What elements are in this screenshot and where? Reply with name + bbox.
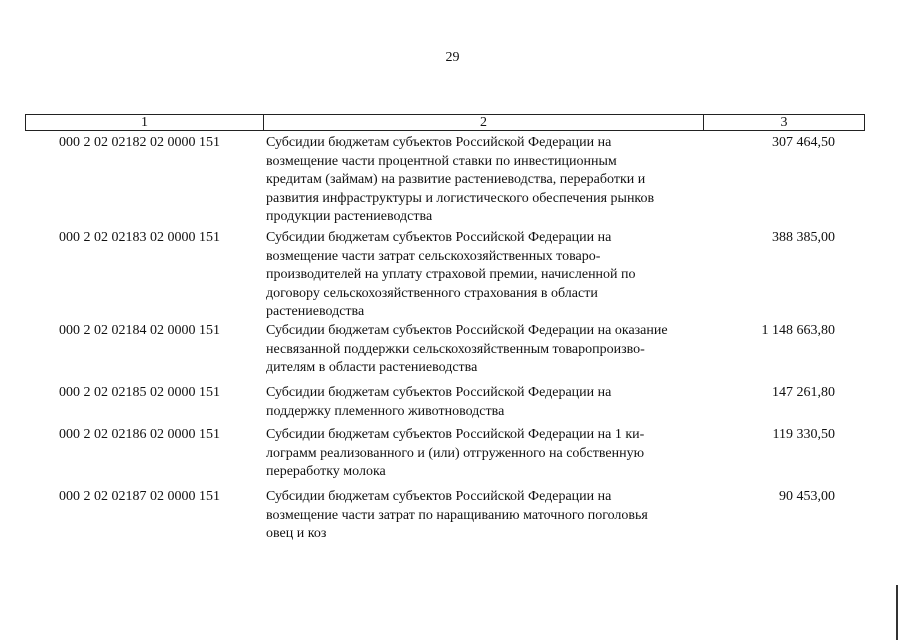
header-cell-amount: 3 — [703, 115, 864, 130]
description-line: развития инфраструктуры и логистического обеспечения рынков — [266, 190, 655, 206]
header-cell-description: 2 — [263, 115, 703, 130]
description-line: Субсидии бюджетам субъектов Российской Федерации на 1 ки- — [266, 427, 645, 442]
description-line: Субсидии бюджетам субъектов Российской Федерации на — [266, 135, 612, 150]
description-line: поддержку племенного животноводства — [266, 403, 505, 419]
description-line: кредитам (займам) на развитие растениеводства, переработки и — [266, 172, 646, 187]
row-description — [266, 384, 706, 421]
description-line: переработку молока — [266, 464, 386, 479]
description-line: договору сельскохозяйственного страхования в области — [266, 285, 598, 301]
description-line: производителей на уплату страховой премии, начисленной по — [266, 267, 636, 282]
description-line: дителям в области растениеводства — [266, 360, 478, 375]
row-description — [266, 229, 706, 322]
scan-edge-mark — [896, 585, 898, 640]
description-line: несвязанной поддержки сельскохозяйственным товаропроизво- — [266, 341, 645, 357]
row-description — [266, 488, 706, 544]
description-line: продукции растениеводства — [266, 209, 433, 224]
budget-code: 000 2 02 02184 02 0000 151 — [59, 323, 220, 338]
amount-value: 147 261,80 — [772, 385, 835, 400]
header-cell-code: 1 — [141, 115, 148, 130]
amount-value: 90 453,00 — [779, 489, 835, 504]
description-line: Субсидии бюджетам субъектов Российской Федерации на оказание — [266, 323, 668, 338]
budget-code: 000 2 02 02187 02 0000 151 — [59, 489, 220, 504]
description-line: возмещение части затрат по наращиванию маточного поголовья — [266, 507, 648, 523]
amount-value: 1 148 663,80 — [761, 323, 835, 338]
budget-code: 000 2 02 02185 02 0000 151 — [59, 385, 220, 400]
amount-value: 388 385,00 — [772, 230, 835, 245]
description-line: Субсидии бюджетам субъектов Российской Федерации на — [266, 385, 612, 400]
description-line: Субсидии бюджетам субъектов Российской Федерации на — [266, 230, 612, 245]
description-line: возмещение части процентной ставки по инвестиционным — [266, 153, 617, 169]
description-line: лограмм реализованного и (или) отгруженного на собственную — [266, 445, 645, 461]
amount-value: 119 330,50 — [772, 427, 835, 442]
row-description — [266, 134, 706, 227]
table-header — [25, 114, 865, 131]
row-description — [266, 426, 706, 482]
description-line: Субсидии бюджетам субъектов Российской Федерации на — [266, 489, 612, 504]
page-number: 29 — [445, 50, 460, 65]
description-line: растениеводства — [266, 304, 365, 319]
row-description — [266, 322, 706, 378]
description-line: возмещение части затрат сельскохозяйственных товаро- — [266, 248, 601, 264]
budget-code: 000 2 02 02183 02 0000 151 — [59, 230, 220, 245]
budget-code: 000 2 02 02182 02 0000 151 — [59, 135, 220, 150]
budget-code: 000 2 02 02186 02 0000 151 — [59, 427, 220, 442]
amount-value: 307 464,50 — [772, 135, 835, 150]
description-line: овец и коз — [266, 526, 327, 541]
